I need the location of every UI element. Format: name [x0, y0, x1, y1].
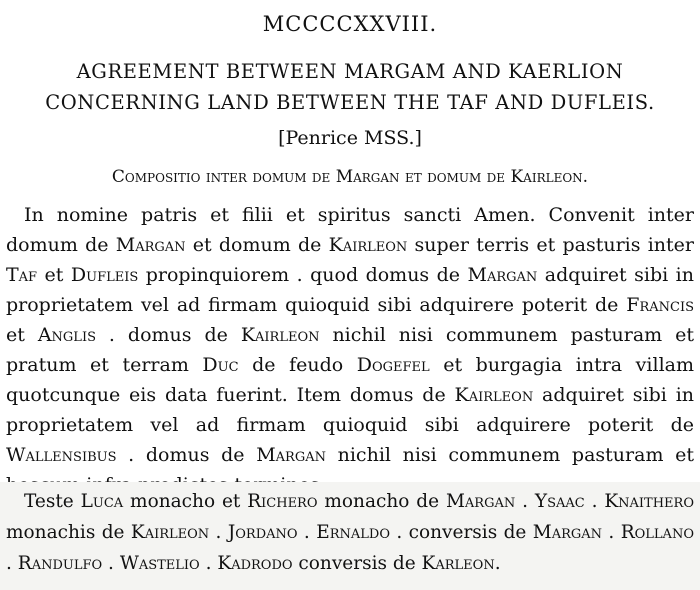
place-name: Taf	[6, 264, 38, 286]
place-name: Margan	[532, 522, 603, 543]
witness-list	[6, 486, 694, 579]
witness-text-run: .	[515, 491, 535, 512]
witness-name: Kadrodo	[217, 553, 293, 574]
witness-text-run: .	[602, 522, 621, 543]
body-text-run: super terris et pasturis inter	[407, 234, 694, 256]
body-text-run: de feudo	[238, 354, 357, 376]
witness-text-run: .	[6, 553, 18, 574]
witness-name: Ernaldo	[316, 522, 390, 543]
source-reference: [Penrice MSS.]	[278, 127, 422, 149]
charter-body	[6, 200, 694, 500]
people-name: Wallensibus	[6, 444, 117, 466]
place-name: Margan	[467, 264, 538, 286]
witness-name: Knaithero	[604, 491, 694, 512]
people-name: Anglis	[37, 324, 96, 346]
witness-text-run: conversis de	[292, 553, 422, 574]
body-text-run: In nomine patris et filii et spiritus sancti Amen. Convenit inter domum de	[6, 204, 694, 256]
body-text-run: et	[37, 264, 71, 286]
witness-name: Wastelio	[119, 553, 200, 574]
place-name: Dufleis	[70, 264, 139, 286]
place-name: Duc	[202, 354, 239, 376]
body-text-run: propinquiorem . quod domus de	[138, 264, 468, 286]
witness-text-run: .	[584, 491, 605, 512]
witness-text-run: monacho et	[123, 491, 248, 512]
body-text-run: . domus de	[95, 324, 241, 346]
place-name: Karleon	[421, 553, 495, 574]
place-name: Margan	[445, 491, 516, 512]
body-text-run: . domus de	[116, 444, 257, 466]
witness-name: Luca	[80, 491, 124, 512]
witness-text-run: monacho de	[317, 491, 446, 512]
witness-name: Rollano	[620, 522, 694, 543]
witness-name: Richero	[247, 491, 318, 512]
body-text-run: et domum de	[185, 234, 329, 256]
charter-number: MCCCCXXVIII.	[262, 12, 438, 36]
witness-text-run: . conversis de	[389, 522, 533, 543]
witness-name: Jordano	[227, 522, 298, 543]
witness-text-run: Teste	[24, 491, 81, 512]
place-name: Margan	[115, 234, 186, 256]
body-text-run: nichil nisi communem pasturam et pratum et terram	[6, 324, 694, 376]
witness-text-run: .	[297, 522, 317, 543]
body-text-run: nichil nisi communem pasturam et	[337, 444, 694, 466]
place-name: Kairleon	[328, 234, 408, 256]
place-name: Kairleon	[240, 324, 320, 346]
place-name: Kairleon	[130, 522, 210, 543]
witness-text-run: .	[209, 522, 228, 543]
body-text-run: et burgagia intra villam quotcunque eis data fuerint. Item domus de	[6, 354, 694, 406]
witness-text-run: .	[102, 553, 120, 574]
people-name: Francis	[626, 294, 694, 316]
witness-name: Randulfo	[17, 553, 103, 574]
latin-heading: Compositio inter domum de Margan et domum de Kairleon.	[111, 167, 589, 187]
place-name: Dogefel	[356, 354, 430, 376]
witness-name: Ysaac	[534, 491, 585, 512]
witness-text-run: .	[494, 553, 501, 574]
place-name: Kairleon	[454, 384, 534, 406]
charter-title: AGREEMENT BETWEEN MARGAM AND KAERLION CONCERNING LAND BETWEEN THE TAF AND DUFLEIS.	[45, 60, 655, 114]
body-text-run: et	[6, 324, 38, 346]
place-name: Margan	[256, 444, 326, 466]
witness-text-run: .	[199, 553, 218, 574]
body-text-run: adquiret sibi in proprietatem vel ad firmam quioquid sibi adquirere poterit de	[6, 264, 694, 316]
witness-text-run: monachis de	[6, 522, 131, 543]
body-text-run: adquiret sibi in proprietatem vel ad firmam quioquid sibi adquirere poterit de	[6, 384, 695, 436]
